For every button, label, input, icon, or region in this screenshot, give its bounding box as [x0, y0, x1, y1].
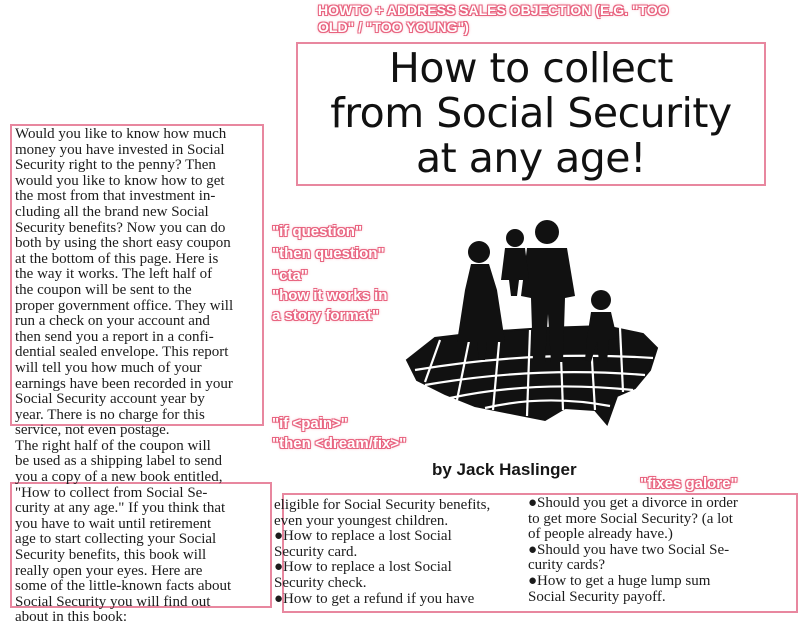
text-line: Would you like to know how much [15, 126, 227, 142]
text-line: even your youngest children. [274, 512, 449, 529]
text-line: about in this book: [15, 609, 128, 626]
text-line: both by using the short easy coupon [15, 235, 231, 252]
annotation-if-question: "if question" [272, 223, 363, 240]
left-column-text [15, 127, 265, 626]
text-line: will tell you how much of your [15, 359, 202, 376]
family-on-map-illustration [395, 210, 665, 440]
annotation-if-pain: "if <pain>" [272, 415, 348, 432]
text-line: curity at any age." If you think that [15, 500, 226, 517]
text-line: to get more Social Security? (a lot [528, 510, 733, 527]
annotation-cta: "cta" [272, 267, 308, 284]
annotation-how-it-works-line2: a story format" [272, 307, 380, 324]
annotation-then-question: "then question" [272, 245, 385, 262]
bottom-column-2 [528, 496, 794, 605]
text-line: earnings have been recorded in your [15, 375, 233, 392]
text-line: ●How to get a refund if you have [274, 590, 475, 607]
headline-line2: from Social Security [330, 89, 732, 137]
text-line: curity cards? [528, 557, 606, 574]
family-silhouette [457, 220, 617, 362]
text-line: ●Should you get a divorce in order [528, 495, 738, 511]
byline: by Jack Haslinger [432, 460, 577, 479]
text-line: proper government office. They will [15, 297, 234, 314]
text-line: year. There is no charge for this [15, 406, 205, 423]
annotation-how-it-works-line1: "how it works in [272, 287, 388, 304]
headline-line3: at any age! [416, 134, 646, 182]
text-line: ●Should you have two Social Se- [528, 541, 730, 558]
text-line: be used as a shipping label to send [15, 453, 223, 470]
text-line: ●How to replace a lost Social [274, 559, 452, 576]
text-line: you a copy of a new book entitled, [15, 469, 223, 486]
text-line: ●How to get a huge lump sum [528, 572, 711, 589]
annotation-fixes-galore: "fixes galore" [640, 475, 738, 492]
annotation-headline-note-line2: OLD" / "TOO YOUNG") [318, 19, 469, 35]
text-line: The right half of the coupon will [15, 437, 211, 454]
text-line: some of the little-known facts about [15, 578, 232, 595]
text-line: Social Security account year by [15, 391, 205, 408]
text-line: Security benefits? Now you can do [15, 219, 226, 236]
text-line: Security card. [274, 543, 358, 560]
text-line: service, not even postage. [15, 422, 170, 439]
text-line: you have to wait until retirement [15, 515, 212, 532]
text-line: run a check on your account and [15, 313, 210, 330]
text-line: really open your eyes. Here are [15, 562, 203, 579]
text-line: the most from that investment in- [15, 188, 216, 205]
headline [300, 46, 762, 181]
text-line: Security right to the penny? Then [15, 157, 216, 174]
annotation-headline-note [318, 2, 669, 36]
headline-line1: How to collect [389, 44, 673, 92]
us-map-grid [407, 326, 657, 424]
text-line: Social Security payoff. [528, 588, 666, 605]
annotation-then-dream: "then <dream/fix>" [272, 435, 407, 452]
text-line: age to start collecting your Social [15, 531, 217, 548]
text-line: of people already have.) [528, 526, 673, 543]
text-line: money you have invested in Social [15, 141, 225, 158]
text-line: dential sealed envelope. This report [15, 344, 229, 361]
text-line: at the bottom of this page. Here is [15, 250, 219, 267]
text-line: Security check. [274, 574, 367, 591]
text-line: "How to collect from Social Se- [15, 484, 208, 501]
text-line: eligible for Social Security benefits, [274, 497, 491, 513]
annotation-headline-note-line1: HOWTO + ADDRESS SALES OBJECTION (E.G. "TOO [318, 2, 669, 18]
text-line: ●How to replace a lost Social [274, 528, 452, 545]
bottom-column-1 [274, 498, 514, 607]
text-line: cluding all the brand new Social [15, 203, 209, 220]
text-line: the way it works. The left half of [15, 266, 213, 283]
text-line: Security benefits, this book will [15, 547, 207, 564]
text-line: then send you a report in a confi- [15, 328, 214, 345]
text-line: the coupon will be sent to the [15, 281, 192, 298]
text-line: Social Security you will find out [15, 593, 211, 610]
text-line: would you like to know how to get [15, 172, 225, 189]
